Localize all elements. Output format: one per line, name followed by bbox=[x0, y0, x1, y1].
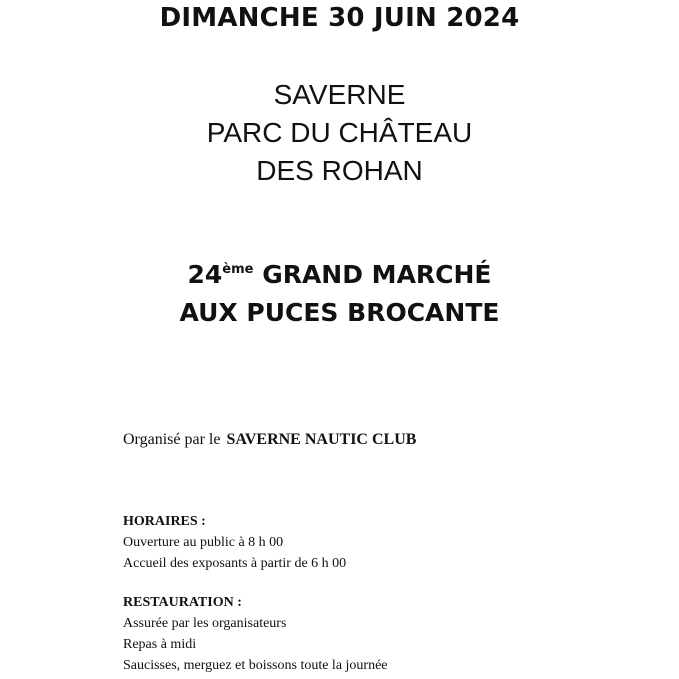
food-line: Saucisses, merguez et boissons toute la journée bbox=[123, 658, 388, 673]
event-title-line2: AUX PUCES BROCANTE bbox=[179, 298, 500, 327]
hours-heading: HORAIRES : bbox=[123, 514, 206, 529]
organizer-label: Organisé par le bbox=[123, 431, 221, 448]
venue-line-city: SAVERNE bbox=[273, 79, 406, 110]
food-line: Repas à midi bbox=[123, 637, 197, 652]
event-date: DIMANCHE 30 JUIN 2024 bbox=[159, 3, 520, 33]
food-line: Assurée par les organisateurs bbox=[123, 616, 287, 631]
event-title-main: GRAND MARCHÉ bbox=[262, 260, 492, 289]
venue-block bbox=[0, 76, 679, 190]
edition-number: 24 bbox=[187, 260, 223, 289]
food-heading: RESTAURATION : bbox=[123, 595, 242, 610]
organizer-name: SAVERNE NAUTIC CLUB bbox=[226, 431, 417, 448]
edition-suffix: ème bbox=[222, 262, 254, 277]
event-title-line1 bbox=[0, 256, 679, 294]
food-section bbox=[123, 592, 388, 676]
venue-line-castle: DES ROHAN bbox=[256, 155, 423, 186]
event-title-block bbox=[0, 256, 679, 332]
venue-line-park: PARC DU CHÂTEAU bbox=[206, 117, 473, 148]
hours-line: Ouverture au public à 8 h 00 bbox=[123, 535, 284, 550]
hours-section bbox=[123, 511, 346, 574]
hours-line: Accueil des exposants à partir de 6 h 00 bbox=[123, 556, 347, 571]
organizer-line bbox=[123, 428, 416, 452]
